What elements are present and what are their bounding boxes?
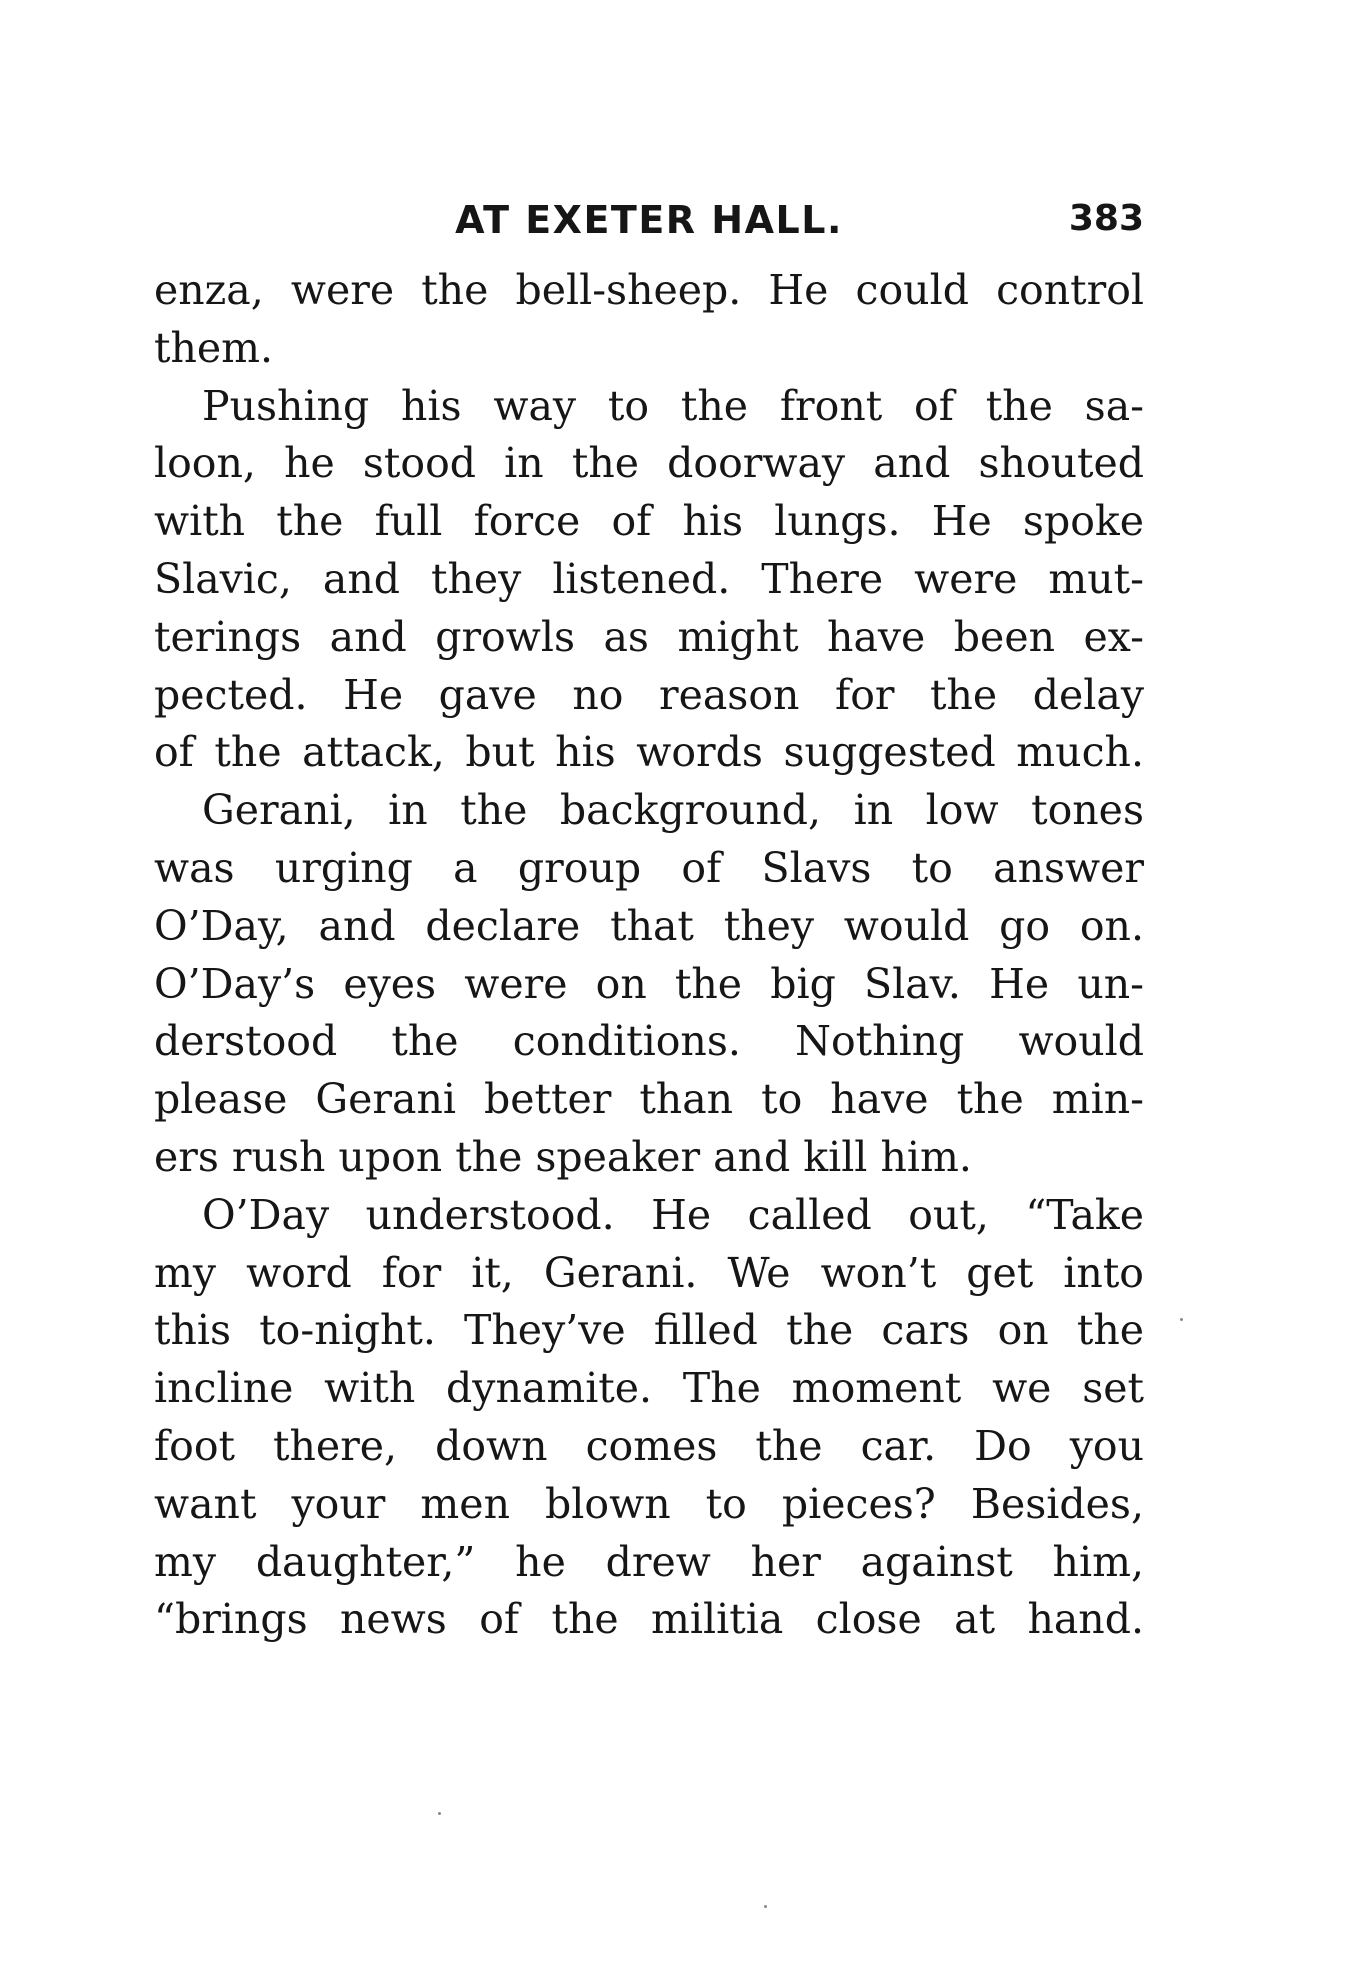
running-head xyxy=(154,198,1144,248)
running-title: AT EXETER HALL. xyxy=(455,198,843,242)
text-line: them. xyxy=(154,323,274,372)
text-line: terings and growls as might have been ex- xyxy=(154,612,1144,661)
text-line: O’Day’s eyes were on the big Slav. He un- xyxy=(154,959,1144,1008)
paper-speck xyxy=(438,1812,441,1815)
text-line: O’Day, and declare that they would go on. xyxy=(154,901,1144,950)
text-line: loon, he stood in the doorway and shouted xyxy=(154,439,1144,488)
text-line: derstood the conditions. Nothing would xyxy=(154,1017,1144,1066)
text-line: my daughter,” he drew her against him, xyxy=(154,1537,1144,1586)
text-line: this to-night. They’ve filled the cars on the xyxy=(154,1306,1144,1355)
text-line: O’Day understood. He called out, “Take xyxy=(202,1190,1144,1239)
text-line: “brings news of the militia close at hand. xyxy=(154,1595,1144,1644)
paper-speck xyxy=(764,1905,767,1908)
text-line: Slavic, and they listened. There were mut- xyxy=(154,554,1144,603)
text-line: please Gerani better than to have the min- xyxy=(154,1075,1144,1124)
text-line: ers rush upon the speaker and kill him. xyxy=(154,1132,972,1181)
page-number: 383 xyxy=(1068,198,1144,239)
text-line: with the full force of his lungs. He spoke xyxy=(154,497,1144,546)
text-line: foot there, down comes the car. Do you xyxy=(154,1421,1144,1470)
text-line: was urging a group of Slavs to answer xyxy=(154,843,1144,892)
body-text xyxy=(154,262,1144,1649)
text-line: pected. He gave no reason for the delay xyxy=(154,670,1144,719)
text-line: of the attack, but his words suggested much. xyxy=(154,728,1144,777)
text-line: Gerani, in the background, in low tones xyxy=(202,786,1144,835)
paper-speck xyxy=(1180,1318,1183,1321)
text-line: incline with dynamite. The moment we set xyxy=(154,1364,1144,1413)
text-line: enza, were the bell-sheep. He could control xyxy=(154,266,1144,314)
text-line: Pushing his way to the front of the sa- xyxy=(202,381,1144,430)
text-line: want your men blown to pieces? Besides, xyxy=(154,1479,1144,1528)
text-line: my word for it, Gerani. We won’t get into xyxy=(154,1248,1144,1297)
